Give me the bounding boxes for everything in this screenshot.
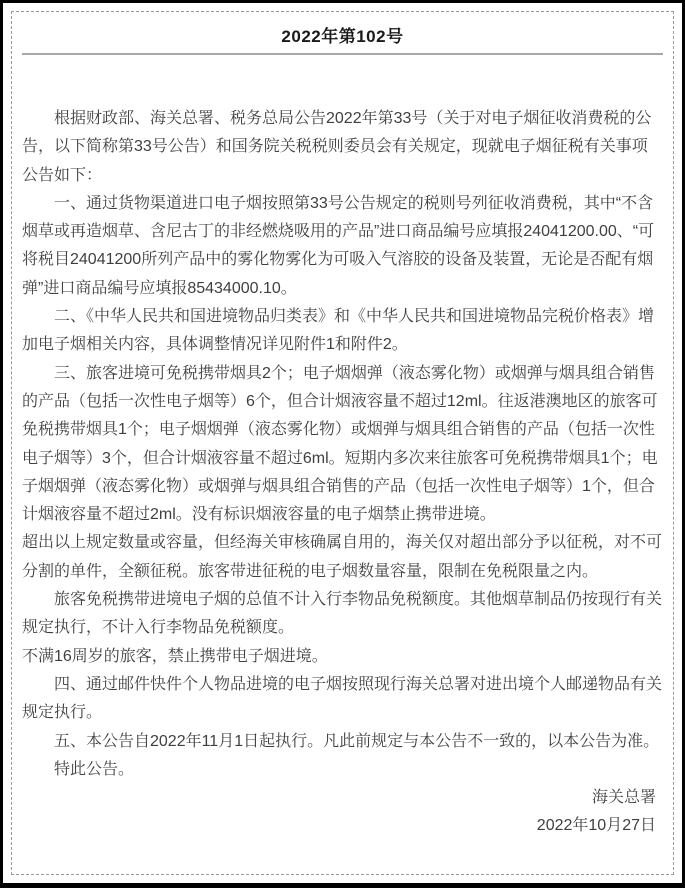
paragraph: 超出以上规定数量或容量，但经海关审核确属自用的，海关仅对超出部分予以征税，对不可分割的单件，全额征税。旅客带进征税的电子烟数量容量，限制在免税限量之内。 xyxy=(22,534,663,580)
title-divider xyxy=(22,53,663,55)
paragraph: 不满16周岁的旅客，禁止携带电子烟进境。 xyxy=(22,647,328,665)
paragraph: 特此公告。 xyxy=(54,760,135,778)
paragraph: 一、通过货物渠道进口电子烟按照第33号公告规定的税则号列征收消费税，其中“不含烟草或再造烟草、含尼古丁的非经燃烧吸用的产品”进口商品编号应填报24041200.00、“可将税目24041200所列产品中的雾化物雾化为可吸入气溶胶的设备及装置，无论是否配有烟弹”进口商品编号应填报85434000.10。 xyxy=(22,194,655,297)
paragraph: 根据财政部、海关总署、税务总局公告2022年第33号（关于对电子烟征收消费税的公告，以下简称第33号公告）和国务院关税税则委员会有关规定，现就电子烟征税有关事项公告如下： xyxy=(22,110,652,184)
signature-agency: 海关总署 xyxy=(591,789,656,807)
document-body xyxy=(22,105,663,784)
paragraph: 五、本公告自2022年11月1日起执行。凡此前规定与本公告不一致的，以本公告为准。 xyxy=(54,732,660,750)
document-title: 2022年第102号 xyxy=(281,27,404,46)
document-header xyxy=(22,12,663,55)
signature-date: 2022年10月27日 xyxy=(536,817,656,835)
document-inner-frame xyxy=(11,11,674,875)
paragraph: 二、《中华人民共和国进境物品归类表》和《中华人民共和国进境物品完税价格表》增加电子烟相关内容，具体调整情况详见附件1和附件2。 xyxy=(22,308,655,354)
signature-block xyxy=(22,784,663,841)
paragraph: 旅客免税携带进境电子烟的总值不计入行李物品免税额度。其他烟草制品仍按现行有关规定执行，不计入行李物品免税额度。 xyxy=(22,591,663,637)
paragraph: 三、旅客进境可免税携带烟具2个；电子烟烟弹（液态雾化物）或烟弹与烟具组合销售的产品（包括一次性电子烟等）6个，但合计烟液容量不超过12ml。往返港澳地区的旅客可免税携带烟具1个；电子烟烟弹（液态雾化物）或烟弹与烟具组合销售的产品（包括一次性电子烟等）3个，但合计烟液容量不超过6ml。短期内多次来往旅客可免税携带烟具1个；电子烟烟弹（液态雾化物）或烟弹与烟具组合销售的产品（包括一次性电子烟等）1个，但合计烟液容量不超过2ml。没有标识烟液容量的电子烟禁止携带进境。 xyxy=(22,364,658,524)
paragraph: 四、通过邮件快件个人物品进境的电子烟按照现行海关总署对进出境个人邮递物品有关规定执行。 xyxy=(22,675,663,722)
